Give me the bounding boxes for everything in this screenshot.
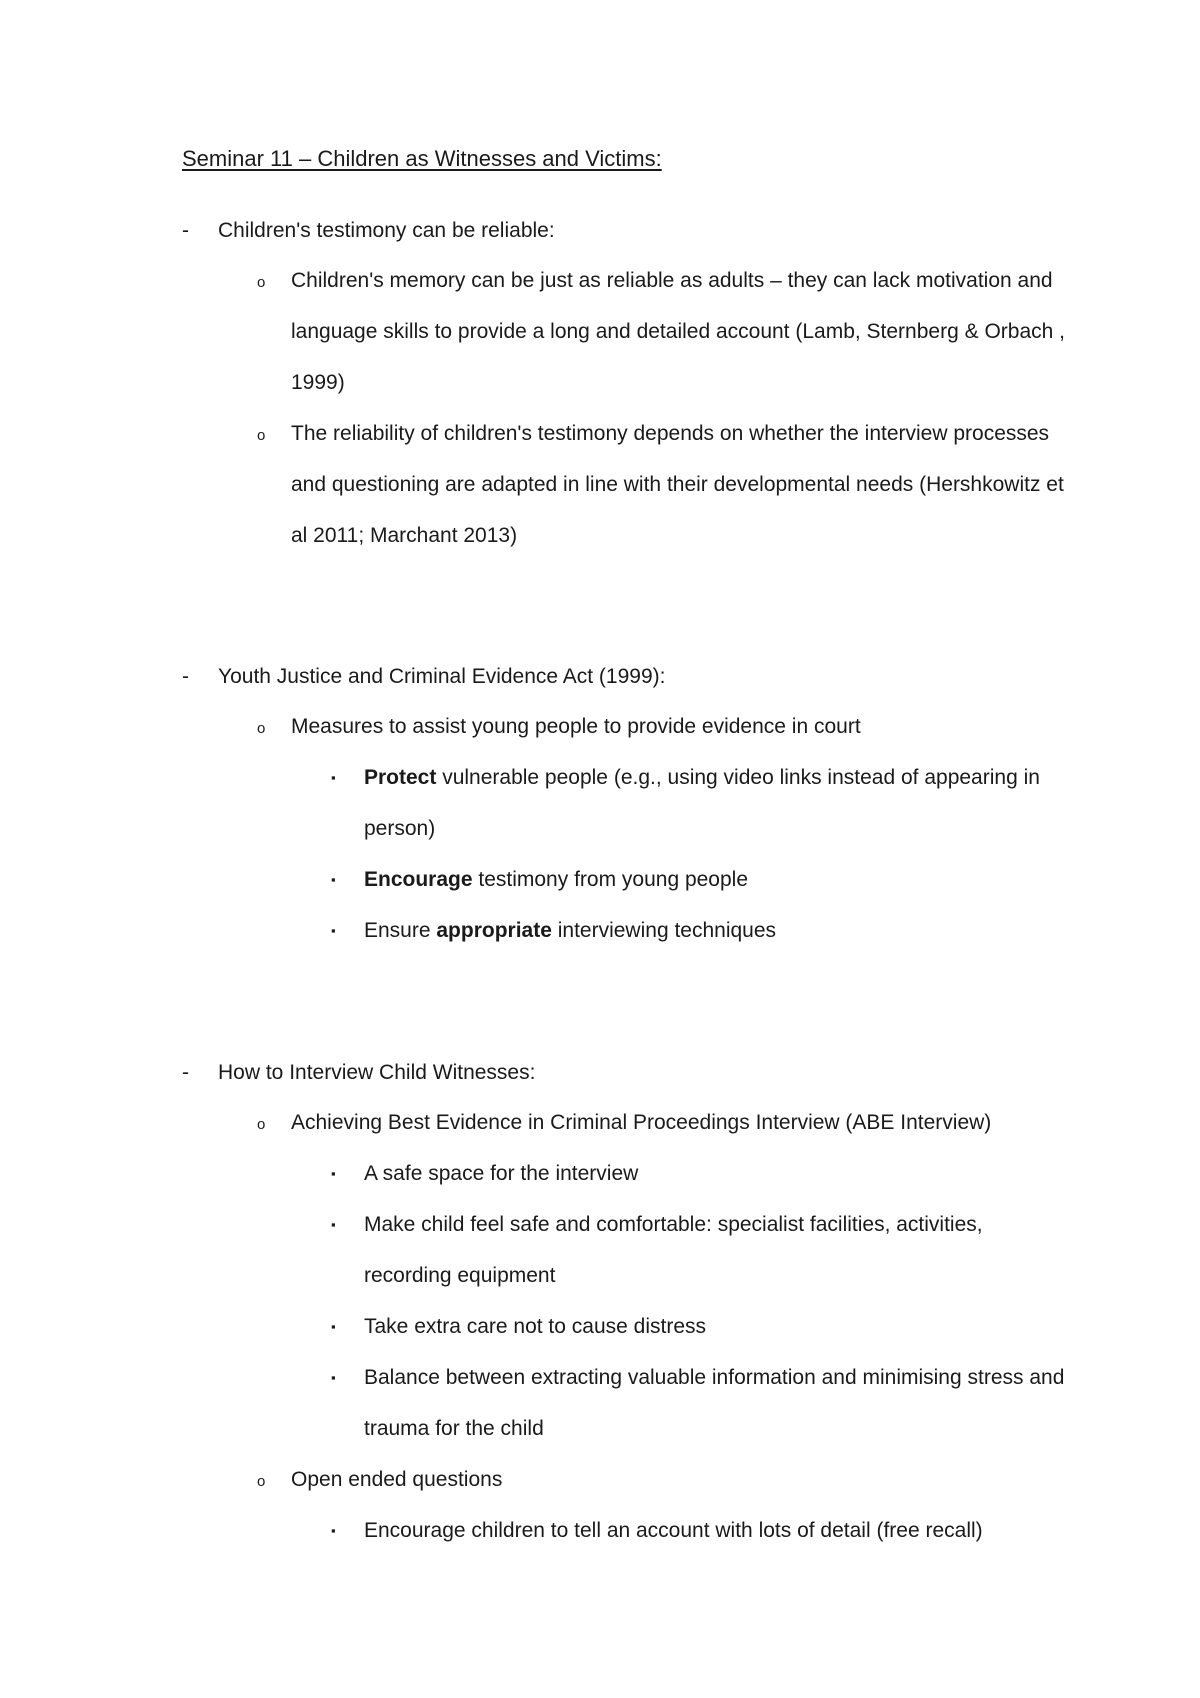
emphasis-text: Protect — [364, 766, 437, 789]
square-bullet: ▪ — [331, 1523, 336, 1538]
square-bullet: ▪ — [331, 923, 336, 938]
bullet-text: The reliability of children's testimony depends on whether the interview processes and questioning are adapted in line with their developmental needs (Hershkowitz et al 2011; Marchant 2013) — [291, 422, 1064, 547]
list-item — [331, 905, 1074, 956]
bullet-text: Open ended questions — [291, 1468, 503, 1491]
list-item — [331, 854, 1074, 905]
circle-bullet: o — [257, 427, 266, 444]
emphasis-text: appropriate — [436, 919, 552, 942]
page-title: Seminar 11 – Children as Witnesses and Victims: — [182, 146, 662, 171]
item-text: vulnerable people (e.g., using video links instead of appearing in person) — [364, 766, 1040, 840]
item-text: Ensure — [364, 919, 437, 942]
section-youth-justice-act — [0, 664, 1200, 956]
circle-bullet: o — [257, 720, 266, 737]
item-text: A safe space for the interview — [364, 1162, 639, 1185]
list-item — [331, 1148, 1074, 1199]
item-text: Take extra care not to cause distress — [364, 1315, 706, 1338]
square-bullet: ▪ — [331, 1166, 336, 1181]
item-text: interviewing techniques — [551, 919, 777, 942]
emphasis-text: Encourage — [364, 868, 473, 891]
sub-bullet — [257, 701, 1071, 752]
list-item — [331, 1352, 1074, 1454]
list-item — [331, 1301, 1074, 1352]
item-text: Balance between extracting valuable information and minimising stress and trauma for the child — [364, 1366, 1065, 1440]
heading-text: Youth Justice and Criminal Evidence Act (1999): — [218, 665, 666, 688]
list-item — [331, 1505, 1074, 1556]
section-childrens-testimony — [0, 218, 1200, 561]
item-text: testimony from young people — [472, 868, 749, 891]
square-bullet: ▪ — [331, 872, 336, 887]
heading-text: How to Interview Child Witnesses: — [218, 1061, 536, 1084]
heading-text: Children's testimony can be reliable: — [218, 219, 555, 242]
item-text: Encourage children to tell an account with lots of detail (free recall) — [364, 1519, 983, 1542]
square-bullet: ▪ — [331, 770, 336, 785]
item-text: Make child feel safe and comfortable: specialist facilities, activities, recording equipment — [364, 1213, 983, 1287]
bullet-text: Achieving Best Evidence in Criminal Proceedings Interview (ABE Interview) — [291, 1111, 992, 1134]
section-heading — [182, 218, 1200, 244]
list-item — [331, 1199, 1074, 1301]
dash-bullet: - — [182, 665, 189, 688]
square-bullet: ▪ — [331, 1319, 336, 1334]
dash-bullet: - — [182, 1061, 189, 1084]
section-heading — [182, 664, 1200, 690]
section-heading — [182, 1060, 1200, 1086]
square-bullet: ▪ — [331, 1217, 336, 1232]
list-item — [331, 752, 1074, 854]
sub-bullet — [257, 408, 1071, 561]
circle-bullet: o — [257, 274, 266, 291]
bullet-text: Children's memory can be just as reliable as adults – they can lack motivation and language skills to provide a long and detailed account (Lamb, Sternberg & Orbach , 1999) — [291, 269, 1065, 394]
sub-bullet — [257, 255, 1071, 408]
sub-bullet — [257, 1454, 1071, 1505]
bullet-text: Measures to assist young people to provide evidence in court — [291, 715, 861, 738]
square-bullet: ▪ — [331, 1370, 336, 1385]
section-interview-child-witnesses — [0, 1060, 1200, 1556]
dash-bullet: - — [182, 219, 189, 242]
sub-bullet — [257, 1097, 1071, 1148]
circle-bullet: o — [257, 1116, 266, 1133]
circle-bullet: o — [257, 1473, 266, 1490]
